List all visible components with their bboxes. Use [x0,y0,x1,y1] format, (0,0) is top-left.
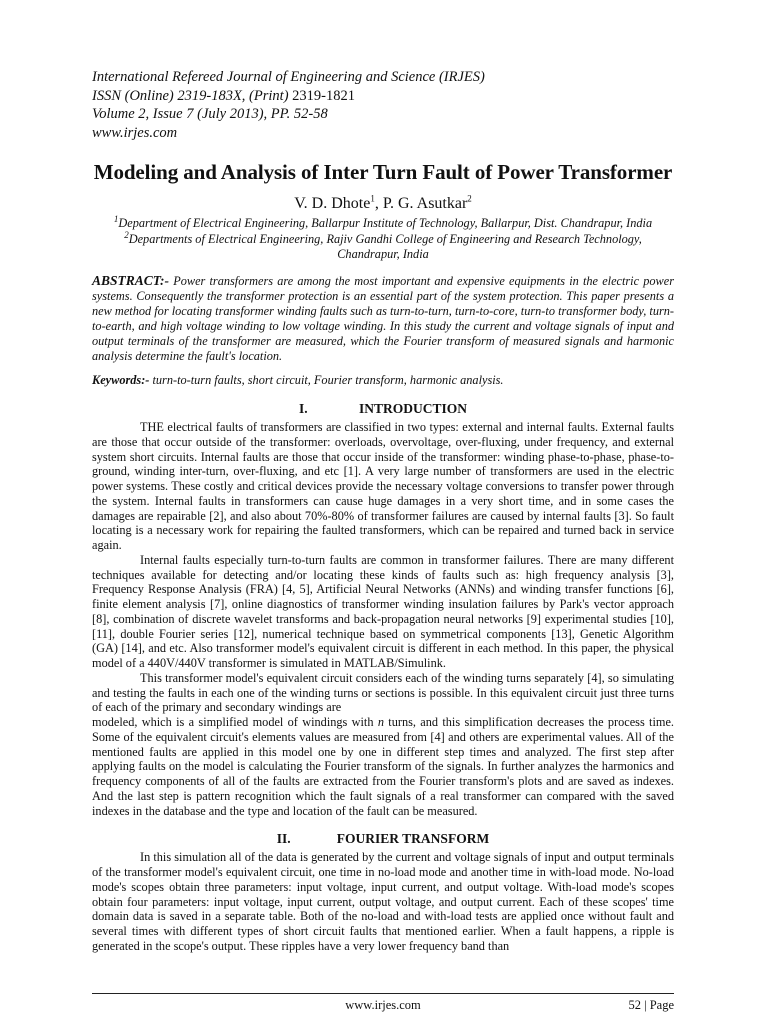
keywords [92,373,674,388]
affiliation-2 [92,229,674,263]
paragraph: In this simulation all of the data is generated by the current and voltage signals of input and output terminals of the transformer model's equivalent circuit, one time in no-load mode and another time in with-load mode. No-load mode's scopes obtain three parameters: input voltage, input current, and output voltage. With-load mode's scopes obtain four parameters: input voltage, input current, output voltage, and output current. Each of these scopes' time domain data is saved in a separate table. Both of the no-load and with-load tests are applied once without fault and several times with different types of short circuit faults that mentioned earlier. When a fault happens, a ripple is generated in the scope's output. These ripples have a very lower frequency band than [92,850,674,953]
author-1: V. D. Dhote [294,195,371,212]
journal-website: www.irjes.com [92,124,178,141]
paragraph: THE electrical faults of transformers are classified in two types: external and internal faults. External faults are those that occur outside of the transformer: overloads, overvoltage, over-fluxing, under frequency, and external system short circuits. Internal faults are those that occur inside of the transformer: winding phase-to-phase, phase-to-ground, winding inter-turn, over-fluxing, and etc [1]. A very large number of transformers are used in the electric power systems. These costly and critical devices provide the necessary voltage conversions to transfer power through the system. Internal faults in transformers can cause huge damages in a very short time, and in some cases the damages are repairable [2], and also about 70%-80% of transformer failures are caused by internal faults [3]. So fault locating is a necessary work for repairing the faulted transformers, which can be repaired and turned back in service again. [92,420,674,553]
author-separator: , [374,195,383,212]
keywords-label: Keywords:- [92,373,150,388]
continuation-text-end: turns, and this simplification decreases the process time. Some of the equivalent circuit's elements values are measured from [4] and others are experimental values. All of the mentioned faults are applied in this model one by one in different step times and analyzed. The first step after applying faults on the model is calculating the Fourier transform of the signals. In further analyzes the harmonics and frequency components of all of the faults are extracted from the Fourier transform's plots and are saved as indexes. And the last step is pattern recognition which the fault signals of a real transformer can compared with the saved indexes in the database and the type and location of the fault can be measured. [92,715,674,818]
abstract-text: Power transformers are among the most important and expensive equipments in the electric power systems. Consequently the transformer protection is an essential part of the system protection. This paper presents a new method for locating transformer winding faults such as turn-to-turn, turn-to-core, turn-to transformer body, turn-to-earth, and high voltage winding to low voltage winding. In this study the current and voltage signals of input and output terminals of the transformer are measured, which the Fourier transform of measured signals and harmonic analysis determine the fault's location. [92,273,674,363]
section-number: I. [298,401,308,417]
page-number: 52 | Page [628,998,674,1012]
journal-header [92,68,674,142]
author-2: P. G. Asutkar [382,195,468,212]
footer-website: www.irjes.com [345,998,421,1012]
keywords-text: turn-to-turn faults, short circuit, Fourier transform, harmonic analysis. [152,373,504,388]
page-footer [92,993,674,1014]
section-heading-introduction [92,401,674,417]
affiliation-1-text: Department of Electrical Engineering, Ballarpur Institute of Technology, Ballarpur, Dist. Chandrapur, India [118,216,653,230]
journal-volume: Volume 2, Issue 7 (July 2013), PP. 52-58 [92,106,328,122]
variable-n: n [377,715,384,730]
journal-name: International Refereed Journal of Engineering and Science (IRJES) [92,69,485,85]
author-1-sup: 1 [370,193,375,204]
journal-issn-print: 2319-1821 [292,87,355,104]
section-title: INTRODUCTION [358,401,467,417]
journal-issn [92,87,674,106]
abstract-label: ABSTRACT:- [92,272,170,288]
affiliation-2-sup: 2 [124,229,129,240]
author-2-sup: 2 [467,193,472,204]
paragraph: This transformer model's equivalent circuit considers each of the winding turns separately [4], so simulating and testing the faults in each one of the winding turns or sections is possible. In this equivalent circuit just three turns of each of the primary and secondary windings are [92,670,674,715]
continuation-text-start: modeled, which is a simplified model of windings with [92,715,378,730]
affiliation-1-sup: 1 [113,213,119,224]
abstract [92,273,674,365]
authors [92,194,674,214]
journal-issn-italic: ISSN (Online) 2319-183X, (Print) [92,87,289,104]
affiliations [92,213,674,263]
section-title: FOURIER TRANSFORM [336,831,490,847]
paragraph: Internal faults especially turn-to-turn faults are common in transformer failures. There are many different techniques available for detecting and/or locating these kinds of faults such as: high frequency analysis [3], Frequency Response Analysis (FRA) [4, 5], Artificial Neural Networks (ANNs) and winding transfer functions [6], finite element analysis [7], online diagnostics of transformer winding insulation failures by Park's vector approach [8], combination of discrete wavelet transforms and back-propagation neural networks [9] experimental studies [10], [11], double Fourier series [12], numerical technique based on symmetrical components [13], Genetic Algorithm (GA) [14], and etc. Also transformer model's equivalent circuit is different in each method. In this paper, the physical model of a 440V/440V transformer is simulated in MATLAB/Simulink. [92,552,674,671]
paragraph-continuation [92,715,674,818]
paper-title: Modeling and Analysis of Inter Turn Fault of Power Transformer [93,160,673,184]
section-number: II. [276,831,291,847]
affiliation-1 [92,213,674,232]
affiliation-2-text: Departments of Electrical Engineering, Rajiv Gandhi College of Engineering and Research Technology, Chandrapur, India [128,231,642,261]
section-heading-fourier-transform [92,831,674,847]
